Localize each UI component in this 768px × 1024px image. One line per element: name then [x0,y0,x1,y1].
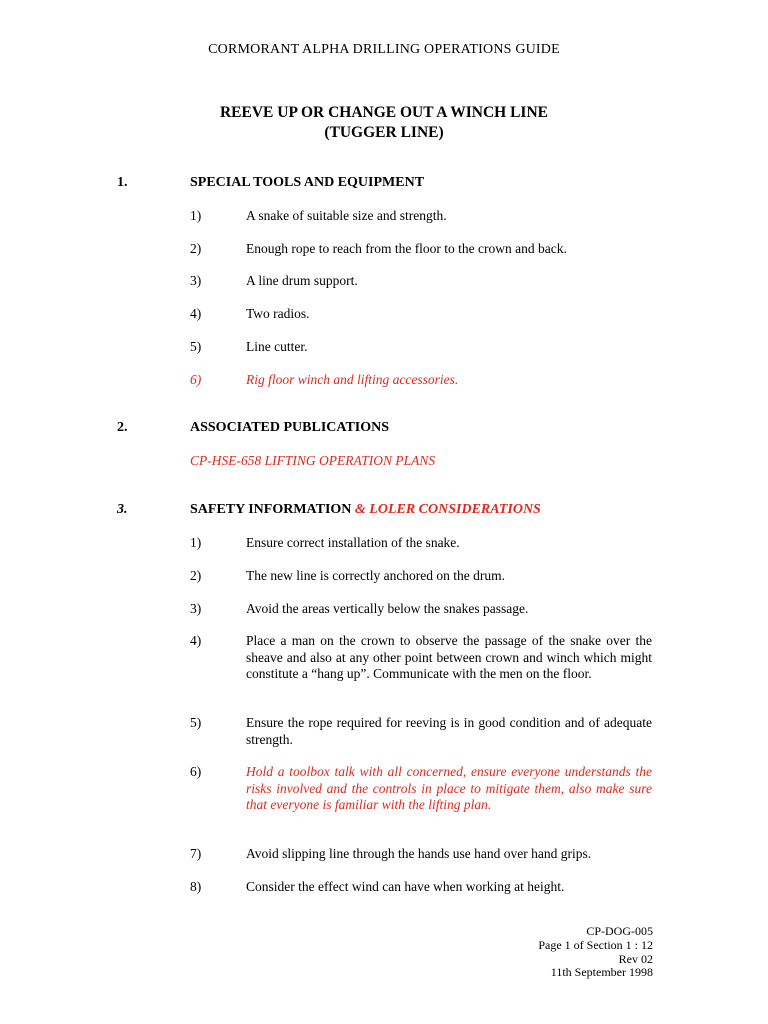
footer-doc-number: CP-DOG-005 [586,924,653,938]
document-title-line2: (TUGGER LINE) [324,124,444,141]
section-title-addition: & LOLER CONSIDERATIONS [354,502,541,517]
item-text: Consider the effect wind can have when working at height. [246,879,565,894]
section-number: 1. [117,175,128,190]
item-text: A snake of suitable size and strength. [246,208,447,223]
item-number: 5) [190,339,202,354]
item-number: 7) [190,846,202,861]
associated-publication: CP-HSE-658 LIFTING OPERATION PLANS [190,453,436,468]
item-number: 3) [190,601,202,616]
section-title: SPECIAL TOOLS AND EQUIPMENT [190,175,425,190]
section-title-wrapper [190,502,541,518]
item-text: A line drum support. [246,273,358,288]
section-title: ASSOCIATED PUBLICATIONS [190,420,390,435]
item-number: 8) [190,879,202,894]
item-text: Rig floor winch and lifting accessories. [246,372,459,387]
item-number: 3) [190,273,202,288]
item-number: 6) [190,764,202,779]
item-number: 5) [190,715,202,730]
item-number: 2) [190,241,202,256]
item-text: Line cutter. [246,339,308,354]
item-text: Avoid the areas vertically below the snakes passage. [246,601,529,616]
footer-page: Page 1 of Section 1 : 12 [538,937,653,952]
item-number: 4) [190,306,202,321]
item-text: Enough rope to reach from the floor to the crown and back. [246,241,567,256]
item-number: 2) [190,568,202,583]
item-text: The new line is correctly anchored on the drum. [246,568,506,583]
section-number: 2. [117,420,128,435]
footer-date: 11th September 1998 [550,965,653,980]
item-text: Place a man on the crown to observe the passage of the snake over the sheave and also at any other point between crown and winch which might constitute a “hang up”. Communicate with the men on the floor. [246,633,652,681]
item-number: 4) [190,633,202,648]
section-number: 3. [117,502,128,517]
item-text: Ensure correct installation of the snake. [246,535,460,550]
item-text: Avoid slipping line through the hands use hand over hand grips. [246,846,592,861]
item-number: 1) [190,535,202,550]
item-text: Ensure the rope required for reeving is in good condition and of adequate strength. [246,715,652,747]
document-header: CORMORANT ALPHA DRILLING OPERATIONS GUIDE [208,42,560,57]
item-number: 6) [190,372,202,387]
section-title: SAFETY INFORMATION [190,502,352,517]
item-number: 1) [190,208,202,223]
item-text: Hold a toolbox talk with all concerned, ensure everyone understands the risks involved and the controls in place to mitigate them, also make sure that everyone is familiar with the lifting plan. [246,764,652,812]
document-footer [538,925,653,980]
footer-rev: Rev 02 [618,951,653,966]
document-title-line1: REEVE UP OR CHANGE OUT A WINCH LINE [219,104,548,121]
document-title [0,103,768,143]
item-text: Two radios. [246,306,310,321]
